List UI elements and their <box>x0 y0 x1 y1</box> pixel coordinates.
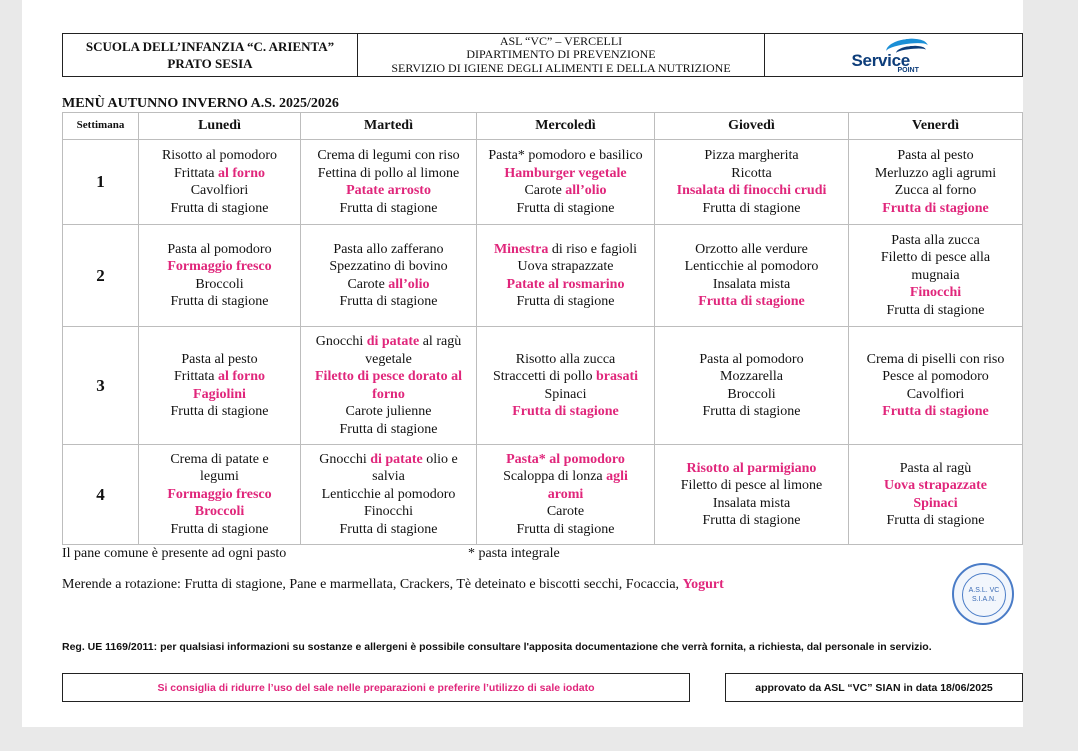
menu-cell-thursday <box>655 445 849 545</box>
menu-highlight-text: al forno <box>217 369 265 384</box>
week-number: 2 <box>63 225 139 327</box>
asl-stamp <box>952 563 1014 625</box>
salt-advice-box <box>62 673 690 702</box>
menu-line <box>479 368 652 386</box>
regulation-note: Reg. UE 1169/2011: per qualsiasi informazioni su sostanze e allergeni è possibile consultare l'apposita documentazione che verrà fornita, a richiesta, dal personale in servizio. <box>62 641 932 653</box>
menu-text: Frutta di stagione <box>886 302 985 318</box>
menu-cell-thursday <box>655 140 849 225</box>
menu-text: Frutta di stagione <box>702 513 801 528</box>
menu-line <box>479 503 652 521</box>
menu-text: Pasta al pomodoro <box>699 351 804 367</box>
menu-text: Mozzarella <box>720 369 783 384</box>
menu-line <box>303 486 474 504</box>
menu-line <box>657 293 846 311</box>
menu-cell-friday <box>849 327 1023 445</box>
menu-line <box>851 302 1020 320</box>
menu-text: Crema di legumi con riso <box>317 148 460 163</box>
column-header-thursday: Giovedì <box>655 113 849 140</box>
menu-highlight-text: Risotto al parmigiano <box>686 460 817 476</box>
menu-highlight-text: Frutta di stagione <box>882 200 989 216</box>
menu-text: vegetale <box>365 351 412 367</box>
menu-line <box>479 147 652 165</box>
menu-line <box>851 249 1020 267</box>
menu-header-row <box>63 113 1023 140</box>
menu-text: Pasta al ragù <box>899 460 972 476</box>
menu-line <box>851 232 1020 250</box>
menu-cell-monday <box>139 327 301 445</box>
menu-text: Carote <box>524 183 566 198</box>
menu-line <box>141 165 298 183</box>
menu-line <box>303 386 474 404</box>
menu-line <box>851 147 1020 165</box>
menu-cell-tuesday <box>301 445 477 545</box>
menu-text: mugnaia <box>911 267 960 283</box>
menu-highlight-text: Frutta di stagione <box>698 294 805 309</box>
menu-line <box>479 276 652 294</box>
menu-text: Lenticchie al pomodoro <box>321 486 456 502</box>
menu-cell-wednesday <box>477 445 655 545</box>
menu-line <box>303 368 474 386</box>
menu-line <box>141 147 298 165</box>
menu-cell-tuesday <box>301 327 477 445</box>
stamp-line1: A.S.L. VC <box>968 587 1000 594</box>
menu-line <box>657 386 846 404</box>
menu-line <box>141 403 298 421</box>
menu-text: Orzotto alle verdure <box>695 241 808 257</box>
menu-text: Frutta di stagione <box>339 421 438 437</box>
menu-text: Pasta* pomodoro e basilico <box>488 148 643 163</box>
menu-text: Spinaci <box>544 386 587 402</box>
menu-text: Cavolfiori <box>906 386 965 402</box>
menu-line <box>141 276 298 294</box>
menu-text: Merluzzo agli agrumi <box>874 165 997 181</box>
snacks-yogurt: Yogurt <box>682 577 724 592</box>
approval-box <box>725 673 1023 702</box>
menu-line <box>303 165 474 183</box>
logo-subword: POINT <box>897 67 919 74</box>
menu-line <box>303 276 474 294</box>
menu-line <box>851 512 1020 530</box>
menu-text: Straccetti di pollo <box>492 369 597 384</box>
menu-line <box>657 351 846 369</box>
menu-highlight-text: Formaggio fresco <box>167 486 272 502</box>
menu-highlight-text: Spinaci <box>913 495 958 511</box>
menu-text: Pasta allo zafferano <box>333 241 444 257</box>
week-number: 4 <box>63 445 139 545</box>
menu-highlight-text: Insalata di finocchi crudi <box>676 183 827 198</box>
menu-text: Filetto di pesce al limone <box>680 478 823 493</box>
menu-highlight-text: agli <box>606 469 628 485</box>
menu-line <box>851 495 1020 513</box>
menu-line <box>851 182 1020 200</box>
menu-line <box>851 386 1020 404</box>
school-name: SCUOLA DELL’INFANZIA “C. ARIENTA” <box>85 39 335 54</box>
menu-table <box>62 112 1023 545</box>
menu-line <box>851 267 1020 285</box>
column-header-monday: Lunedì <box>139 113 301 140</box>
menu-text: Frutta di stagione <box>170 404 269 419</box>
menu-text: Lenticchie al pomodoro <box>684 259 819 274</box>
menu-text: Gnocchi <box>315 334 367 349</box>
menu-text: Frutta di stagione <box>516 521 615 537</box>
menu-cell-thursday <box>655 225 849 327</box>
menu-line <box>479 200 652 218</box>
snacks-note <box>62 577 724 593</box>
menu-text: Frutta di stagione <box>516 200 615 216</box>
stamp-inner <box>962 573 1006 617</box>
menu-text: Frittata <box>174 369 218 384</box>
menu-line <box>479 521 652 539</box>
menu-line <box>141 293 298 311</box>
menu-highlight-text: brasati <box>596 369 639 384</box>
menu-line <box>479 386 652 404</box>
menu-text: Frutta di stagione <box>170 521 269 537</box>
menu-line <box>657 241 846 259</box>
menu-highlight-text: Uova strapazzate <box>883 478 988 493</box>
menu-text: Scaloppa di lonza <box>503 469 607 485</box>
menu-text: Broccoli <box>195 276 244 292</box>
menu-line <box>479 468 652 486</box>
menu-text: Frutta di stagione <box>170 200 269 216</box>
menu-line <box>657 512 846 530</box>
menu-text: Insalata mista <box>712 276 791 292</box>
menu-text: Frittata <box>174 165 218 181</box>
menu-text: olio e <box>422 451 458 467</box>
menu-text: Frutta di stagione <box>339 200 438 216</box>
menu-highlight-text: all’olio <box>388 276 430 292</box>
menu-line <box>303 333 474 351</box>
menu-highlight-text: di patate <box>370 451 423 467</box>
menu-text: Frutta di stagione <box>702 404 801 419</box>
menu-text: Pesce al pomodoro <box>882 369 989 384</box>
menu-highlight-text: Frutta di stagione <box>512 404 619 419</box>
menu-line <box>479 451 652 469</box>
menu-highlight-text: all’olio <box>565 183 607 198</box>
menu-text: Carote julienne <box>345 404 432 419</box>
menu-cell-wednesday <box>477 327 655 445</box>
menu-text: Frutta di stagione <box>702 200 801 216</box>
menu-highlight-text: Frutta di stagione <box>882 404 989 419</box>
menu-highlight-text: aromi <box>547 486 584 502</box>
logo-word: Service <box>851 51 910 70</box>
menu-line <box>303 521 474 539</box>
menu-line <box>141 258 298 276</box>
menu-line <box>141 521 298 539</box>
menu-cell-monday <box>139 140 301 225</box>
menu-text: Risotto alla zucca <box>515 351 616 367</box>
menu-highlight-text: Patate al rosmarino <box>506 276 625 292</box>
menu-text: Crema di piselli con riso <box>866 351 1005 367</box>
menu-text: Gnocchi <box>319 451 371 467</box>
menu-line <box>303 200 474 218</box>
menu-line <box>141 486 298 504</box>
menu-line <box>479 182 652 200</box>
viewer-left-margin <box>0 0 22 751</box>
menu-text: Frutta di stagione <box>170 294 269 309</box>
menu-highlight-text: Minestra <box>493 241 549 257</box>
school-town: PRATO SESIA <box>167 56 253 71</box>
menu-text: Frutta di stagione <box>516 294 615 309</box>
menu-text: Frutta di stagione <box>339 521 438 537</box>
menu-line <box>303 421 474 439</box>
menu-line <box>479 293 652 311</box>
menu-line <box>303 258 474 276</box>
menu-cell-friday <box>849 445 1023 545</box>
menu-line <box>657 200 846 218</box>
week-row <box>63 140 1023 225</box>
menu-cell-wednesday <box>477 225 655 327</box>
menu-highlight-text: Finocchi <box>909 285 962 301</box>
menu-line <box>141 200 298 218</box>
week-number: 1 <box>63 140 139 225</box>
menu-highlight-text: Pasta* al pomodoro <box>506 451 625 467</box>
menu-line <box>851 460 1020 478</box>
menu-text: Risotto al pomodoro <box>161 148 278 163</box>
menu-line <box>851 200 1020 218</box>
menu-line <box>141 468 298 486</box>
menu-line <box>657 258 846 276</box>
viewer-bottom-margin <box>0 727 1078 751</box>
column-header-week: Settimana <box>63 113 139 140</box>
menu-line <box>303 403 474 421</box>
approval-text: approvato da ASL “VC” SIAN in data 18/06/2025 <box>755 681 993 694</box>
menu-text: Uova strapazzate <box>517 259 614 274</box>
menu-text: Spezzatino di bovino <box>329 259 448 274</box>
menu-text: Zucca al forno <box>894 183 977 198</box>
menu-highlight-text: forno <box>372 386 405 402</box>
menu-line <box>657 182 846 200</box>
menu-line <box>479 241 652 259</box>
menu-line <box>657 477 846 495</box>
menu-line <box>479 258 652 276</box>
column-header-tuesday: Martedì <box>301 113 477 140</box>
menu-line <box>303 182 474 200</box>
menu-line <box>303 351 474 369</box>
asl-name: ASL “VC” – VERCELLI <box>499 33 623 48</box>
stamp-line2: S.I.A.N. <box>971 596 997 603</box>
service-point-logo <box>846 37 942 73</box>
menu-text: Finocchi <box>364 504 413 520</box>
asl-service: SERVIZIO DI IGIENE DEGLI ALIMENTI E DELLA NUTRIZIONE <box>391 60 731 75</box>
menu-text: Filetto di pesce alla <box>880 250 991 266</box>
menu-highlight-text: Patate arrosto <box>346 183 431 198</box>
menu-text: Frutta di stagione <box>339 294 438 309</box>
menu-text: Pizza margherita <box>704 148 799 163</box>
menu-line <box>657 403 846 421</box>
menu-line <box>657 147 846 165</box>
menu-line <box>303 468 474 486</box>
menu-text: Fettina di pollo al limone <box>317 165 460 181</box>
menu-line <box>851 403 1020 421</box>
menu-text: Pasta alla zucca <box>891 232 980 248</box>
menu-line <box>141 503 298 521</box>
menu-line <box>141 241 298 259</box>
week-row <box>63 445 1023 545</box>
column-header-wednesday: Mercoledì <box>477 113 655 140</box>
menu-line <box>851 477 1020 495</box>
menu-text: Broccoli <box>727 386 776 402</box>
menu-text: di riso e fagioli <box>548 241 638 257</box>
asl-box <box>358 34 765 76</box>
menu-text: Frutta di stagione <box>886 513 985 528</box>
menu-line <box>657 165 846 183</box>
snacks-list: Merende a rotazione: Frutta di stagione, Pane e marmellata, Crackers, Tè deteinato e biscotti secchi, Focaccia, <box>62 577 680 592</box>
menu-line <box>141 368 298 386</box>
bread-note: Il pane comune è presente ad ogni pasto <box>62 546 287 561</box>
menu-cell-friday <box>849 140 1023 225</box>
menu-text: Crema di patate e <box>170 451 269 467</box>
menu-line <box>851 165 1020 183</box>
menu-highlight-text: di patate <box>366 334 420 349</box>
menu-line <box>657 276 846 294</box>
document-header <box>62 33 1023 77</box>
menu-text: Pasta al pomodoro <box>167 241 272 257</box>
menu-line <box>303 503 474 521</box>
menu-line <box>479 165 652 183</box>
menu-text: al ragù <box>419 334 462 349</box>
week-row <box>63 327 1023 445</box>
menu-text: Insalata mista <box>712 495 791 511</box>
menu-line <box>657 495 846 513</box>
menu-text: Ricotta <box>731 165 772 181</box>
menu-cell-tuesday <box>301 225 477 327</box>
menu-highlight-text: Fagiolini <box>193 386 246 402</box>
menu-highlight-text: Filetto di pesce dorato al <box>315 369 462 384</box>
menu-line <box>479 486 652 504</box>
school-box <box>63 34 358 76</box>
menu-highlight-text: Formaggio fresco <box>167 259 272 274</box>
menu-line <box>657 368 846 386</box>
menu-text: Pasta al pesto <box>181 351 258 367</box>
salt-advice-text: Si consiglia di ridurre l’uso del sale nelle preparazioni e preferire l’utilizzo di sale iodato <box>157 681 595 694</box>
menu-text: legumi <box>200 469 239 485</box>
menu-highlight-text: al forno <box>217 165 265 181</box>
menu-cell-thursday <box>655 327 849 445</box>
menu-line <box>479 403 652 421</box>
logo-box <box>765 34 1022 76</box>
menu-line <box>141 351 298 369</box>
menu-cell-friday <box>849 225 1023 327</box>
menu-highlight-text: Broccoli <box>194 504 245 520</box>
menu-cell-monday <box>139 445 301 545</box>
week-number: 3 <box>63 327 139 445</box>
wholegrain-note: * pasta integrale <box>468 546 560 561</box>
menu-text: Pasta al pesto <box>897 148 974 163</box>
menu-line <box>479 351 652 369</box>
menu-line <box>303 293 474 311</box>
menu-line <box>141 182 298 200</box>
menu-line <box>141 386 298 404</box>
viewer-right-margin <box>1023 0 1078 751</box>
menu-line <box>303 241 474 259</box>
menu-cell-monday <box>139 225 301 327</box>
menu-line <box>303 451 474 469</box>
menu-line <box>657 460 846 478</box>
menu-line <box>851 351 1020 369</box>
menu-cell-wednesday <box>477 140 655 225</box>
menu-title: MENÙ AUTUNNO INVERNO A.S. 2025/2026 <box>62 96 339 111</box>
menu-line <box>851 284 1020 302</box>
menu-highlight-text: Hamburger vegetale <box>504 165 627 181</box>
column-header-friday: Venerdì <box>849 113 1023 140</box>
menu-line <box>141 451 298 469</box>
menu-line <box>303 147 474 165</box>
menu-text: Cavolfiori <box>190 183 249 198</box>
menu-text: Carote <box>347 276 389 292</box>
menu-text: salvia <box>372 469 405 485</box>
menu-line <box>851 368 1020 386</box>
asl-department: DIPARTIMENTO DI PREVENZIONE <box>466 47 656 62</box>
menu-cell-tuesday <box>301 140 477 225</box>
week-row <box>63 225 1023 327</box>
menu-text: Carote <box>546 504 585 520</box>
